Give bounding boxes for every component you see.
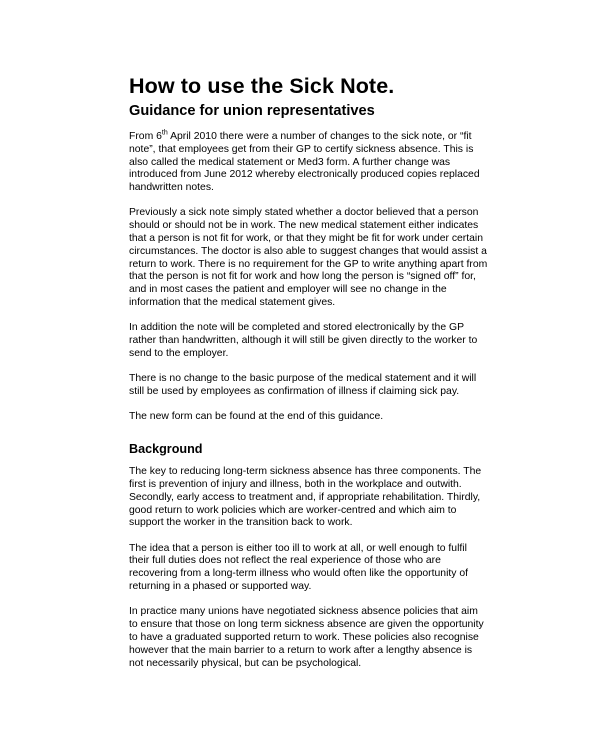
- background-paragraph-3: In practice many unions have negotiated sickness absence policies that aim to ensure that those on long term sickness absence are given the opportunity to have a graduated supported return to work. These policies also recognise however that the main barrier to a return to work after a lengthy absence is not necessarily physical, but can be psychological.: [129, 606, 484, 669]
- document-page: [129, 73, 489, 670]
- page-title: How to use the Sick Note.: [129, 74, 395, 98]
- intro-paragraph-1-start: From 6: [129, 131, 162, 142]
- intro-paragraph-4: There is no change to the basic purpose of the medical statement and it will still be used by employees as confirmation of illness if claiming sick pay.: [129, 373, 477, 398]
- intro-paragraph-5: The new form can be found at the end of this guidance.: [129, 411, 384, 423]
- intro-paragraph-2: Previously a sick note simply stated whether a doctor believed that a person should or should not be in work. The new medical statement either indicates that a person is not fit for work, or that they might be fit for work under certain circumstances. The doctor is also able to suggest changes that would assist a return to work. There is no requirement for the GP to write anything apart from that the person is not fit for work and how long the person is “signed off” for, and in most cases the patient and employer will see no change in the information that the medical statement gives.: [129, 207, 488, 309]
- date-superscript: th: [161, 129, 168, 137]
- intro-paragraph-1-rest: April 2010 there were a number of changes to the sick note, or “fit note”, that employees get from their GP to certify sickness absence. This is also called the medical statement or Med3 form. A further change was introduced from June 2012 whereby electronically produced copies replaced handwritten notes.: [129, 131, 480, 194]
- intro-paragraph-3: In addition the note will be completed and stored electronically by the GP rather than handwritten, although it will still be given directly to the worker to send to the employer.: [129, 322, 478, 359]
- page-subtitle: Guidance for union representatives: [129, 103, 375, 119]
- background-paragraph-2: The idea that a person is either too ill to work at all, or well enough to fulfil their full duties does not reflect the real experience of those who are recovering from a long-term illness who would often like the opportunity of returning in a phased or supported way.: [129, 542, 469, 593]
- intro-paragraph-1: [129, 131, 489, 195]
- section-heading-background: Background: [129, 442, 203, 457]
- background-paragraph-1: The key to reducing long-term sickness absence has three components. The first is prevention of injury and illness, both in the workplace and outwith. Secondly, early access to treatment and, if appropriate rehabilitation. Thirdly, good return to work policies which are worker-centred and which aim to support the worker in the transition back to work.: [129, 466, 482, 529]
